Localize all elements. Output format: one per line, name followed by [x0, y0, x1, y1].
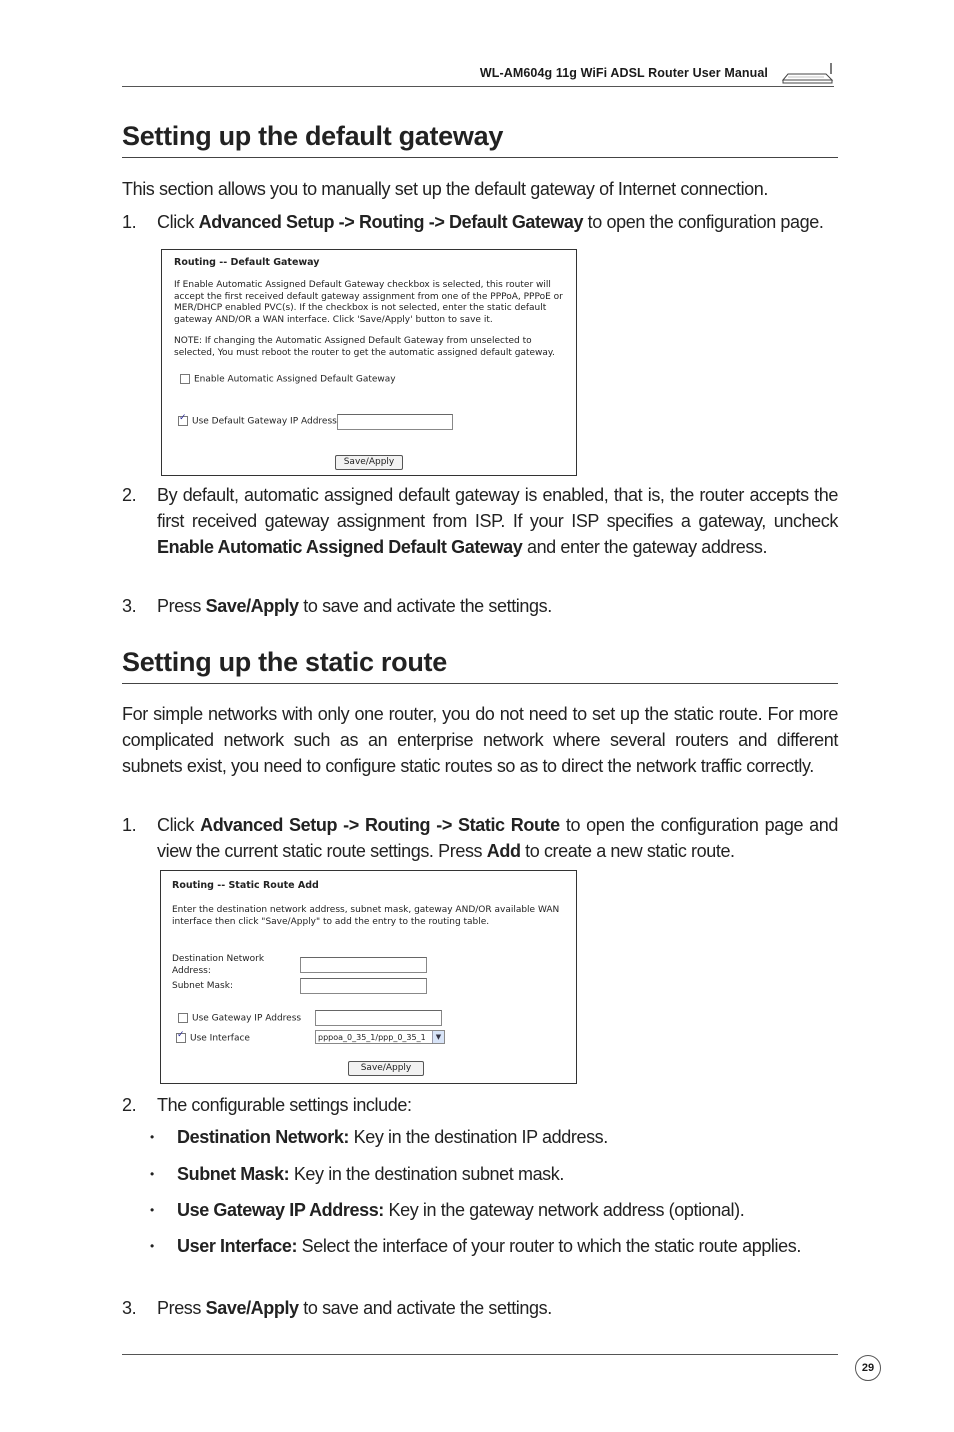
bullet-icon: •	[150, 1167, 154, 1181]
checkbox-label: Use Default Gateway IP Address	[192, 416, 337, 427]
section-intro: This section allows you to manually set up the default gateway of Internet connection.	[122, 179, 768, 199]
step-number: 3.	[122, 1298, 137, 1318]
screenshot-note: NOTE: If changing the Automatic Assigned Default Gateway from unselected to selected, You must reboot the router to get the automatic assigned default gateway.	[174, 336, 555, 358]
menu-path: Advanced Setup -> Routing -> Static Route	[200, 815, 560, 835]
screenshot-description: Enter the destination network address, subnet mask, gateway AND/OR available WAN interface then click "Save/Apply" to add the entry to the routing table.	[172, 905, 560, 927]
heading-rule	[122, 683, 838, 684]
step-2	[122, 1092, 838, 1118]
interface-select-value: pppoa_0_35_1/ppp_0_35_1	[318, 1033, 426, 1042]
enable-auto-gateway-checkbox[interactable]	[180, 374, 190, 384]
bullet-item	[150, 1124, 838, 1150]
step-1	[122, 812, 838, 864]
button-name: Add	[486, 841, 521, 861]
menu-path: Advanced Setup -> Routing -> Default Gateway	[198, 212, 584, 232]
step-1	[122, 209, 838, 235]
bullet-icon: •	[150, 1130, 154, 1144]
screenshot-title: Routing -- Static Route Add	[172, 880, 319, 891]
bullet-icon: •	[150, 1239, 154, 1253]
step-number: 3.	[122, 596, 137, 616]
bullet-text: Key in the destination IP address.	[349, 1127, 608, 1147]
bullet-term: Destination Network:	[177, 1127, 350, 1147]
section-intro: For simple networks with only one router, you do not need to set up the static route. For more complicated network such as an enterprise network where several routers and different subnets exist, you need to configure static routes so as to direct the network traffic correctly.	[122, 704, 838, 776]
interface-select[interactable]	[315, 1030, 445, 1044]
step-number: 2.	[122, 1095, 137, 1115]
use-gateway-ip-checkbox[interactable]	[178, 1013, 188, 1023]
page-number: 29	[855, 1355, 881, 1381]
checkbox-label: Enable Automatic Assigned Default Gateway	[194, 374, 396, 385]
step-3	[122, 1295, 838, 1321]
button-name: Save/Apply	[205, 1298, 299, 1318]
step-text: Click	[157, 212, 199, 232]
default-gateway-ip-input[interactable]	[337, 414, 453, 430]
bullet-icon: •	[150, 1203, 154, 1217]
step-text: By default, automatic assigned default gateway is enabled, that is, the router accepts the first received gateway assignment from ISP. If your ISP specifies a gateway, uncheck	[157, 485, 838, 531]
step-text: to create a new static route.	[520, 841, 735, 861]
bullet-item	[150, 1233, 838, 1259]
screenshot-default-gateway	[161, 249, 577, 476]
chevron-down-icon[interactable]: ▼	[432, 1031, 444, 1043]
section-heading-default-gateway: Setting up the default gateway	[122, 121, 504, 151]
bullet-term: User Interface:	[177, 1236, 298, 1256]
step-number: 2.	[122, 485, 137, 505]
subnet-mask-label: Subnet Mask:	[172, 981, 233, 991]
subnet-mask-input[interactable]	[300, 978, 427, 994]
destination-network-input[interactable]	[300, 957, 427, 973]
save-apply-button[interactable]: Save/Apply	[335, 455, 403, 470]
step-number: 1.	[122, 815, 137, 835]
step-text: The configurable settings include:	[157, 1095, 412, 1115]
bullet-text: Key in the destination subnet mask.	[289, 1164, 564, 1184]
step-text: to save and activate the settings.	[298, 1298, 552, 1318]
gateway-ip-input[interactable]	[315, 1010, 442, 1026]
checkbox-label: Use Interface	[190, 1033, 250, 1044]
header-rule	[122, 86, 834, 87]
bullet-term: Subnet Mask:	[177, 1164, 290, 1184]
bullet-text: Key in the gateway network address (optional).	[383, 1200, 745, 1220]
button-name: Save/Apply	[205, 596, 299, 616]
use-default-gateway-checkbox[interactable]	[178, 416, 188, 426]
heading-rule	[122, 157, 838, 158]
manual-title: WL-AM604g 11g WiFi ADSL Router User Manual	[479, 66, 768, 80]
router-icon	[780, 62, 836, 86]
section-heading-static-route: Setting up the static route	[122, 647, 447, 677]
enable-auto-gateway-row	[180, 374, 396, 386]
use-interface-checkbox[interactable]	[176, 1033, 186, 1043]
step-text: Press	[157, 1298, 206, 1318]
screenshot-static-route-add	[160, 870, 577, 1084]
screenshot-title: Routing -- Default Gateway	[174, 257, 320, 268]
step-text: Press	[157, 596, 206, 616]
bullet-item	[150, 1197, 838, 1223]
setting-name: Enable Automatic Assigned Default Gateway	[157, 537, 523, 557]
use-gateway-ip-row	[178, 1013, 301, 1025]
bullet-term: Use Gateway IP Address:	[177, 1200, 384, 1220]
step-number: 1.	[122, 212, 137, 232]
step-text: to save and activate the settings.	[298, 596, 552, 616]
checkbox-label: Use Gateway IP Address	[192, 1013, 302, 1024]
screenshot-description: If Enable Automatic Assigned Default Gateway checkbox is selected, this router will accept the first received default gateway assignment from one of the PPPoA, PPPoE or MER/DHCP enabled PVC(s). If the checkbox is not selected, enter the static default gateway AND/OR a WAN interface. Click 'Save/Apply' button to save it.	[174, 280, 563, 325]
step-text: Click	[157, 815, 201, 835]
step-text: to open the configuration page and view the current static route settings. Press	[157, 815, 838, 861]
bullet-item	[150, 1161, 838, 1187]
destination-network-label: Destination Network Address:	[172, 954, 265, 976]
step-3	[122, 593, 838, 619]
step-2	[122, 482, 838, 560]
bullet-text: Select the interface of your router to which the static route applies.	[297, 1236, 801, 1256]
step-text: to open the configuration page.	[583, 212, 824, 232]
step-text: and enter the gateway address.	[522, 537, 768, 557]
save-apply-button[interactable]: Save/Apply	[348, 1061, 424, 1076]
use-interface-row	[176, 1033, 250, 1045]
footer-rule	[122, 1354, 838, 1355]
use-default-gateway-row	[178, 416, 337, 428]
